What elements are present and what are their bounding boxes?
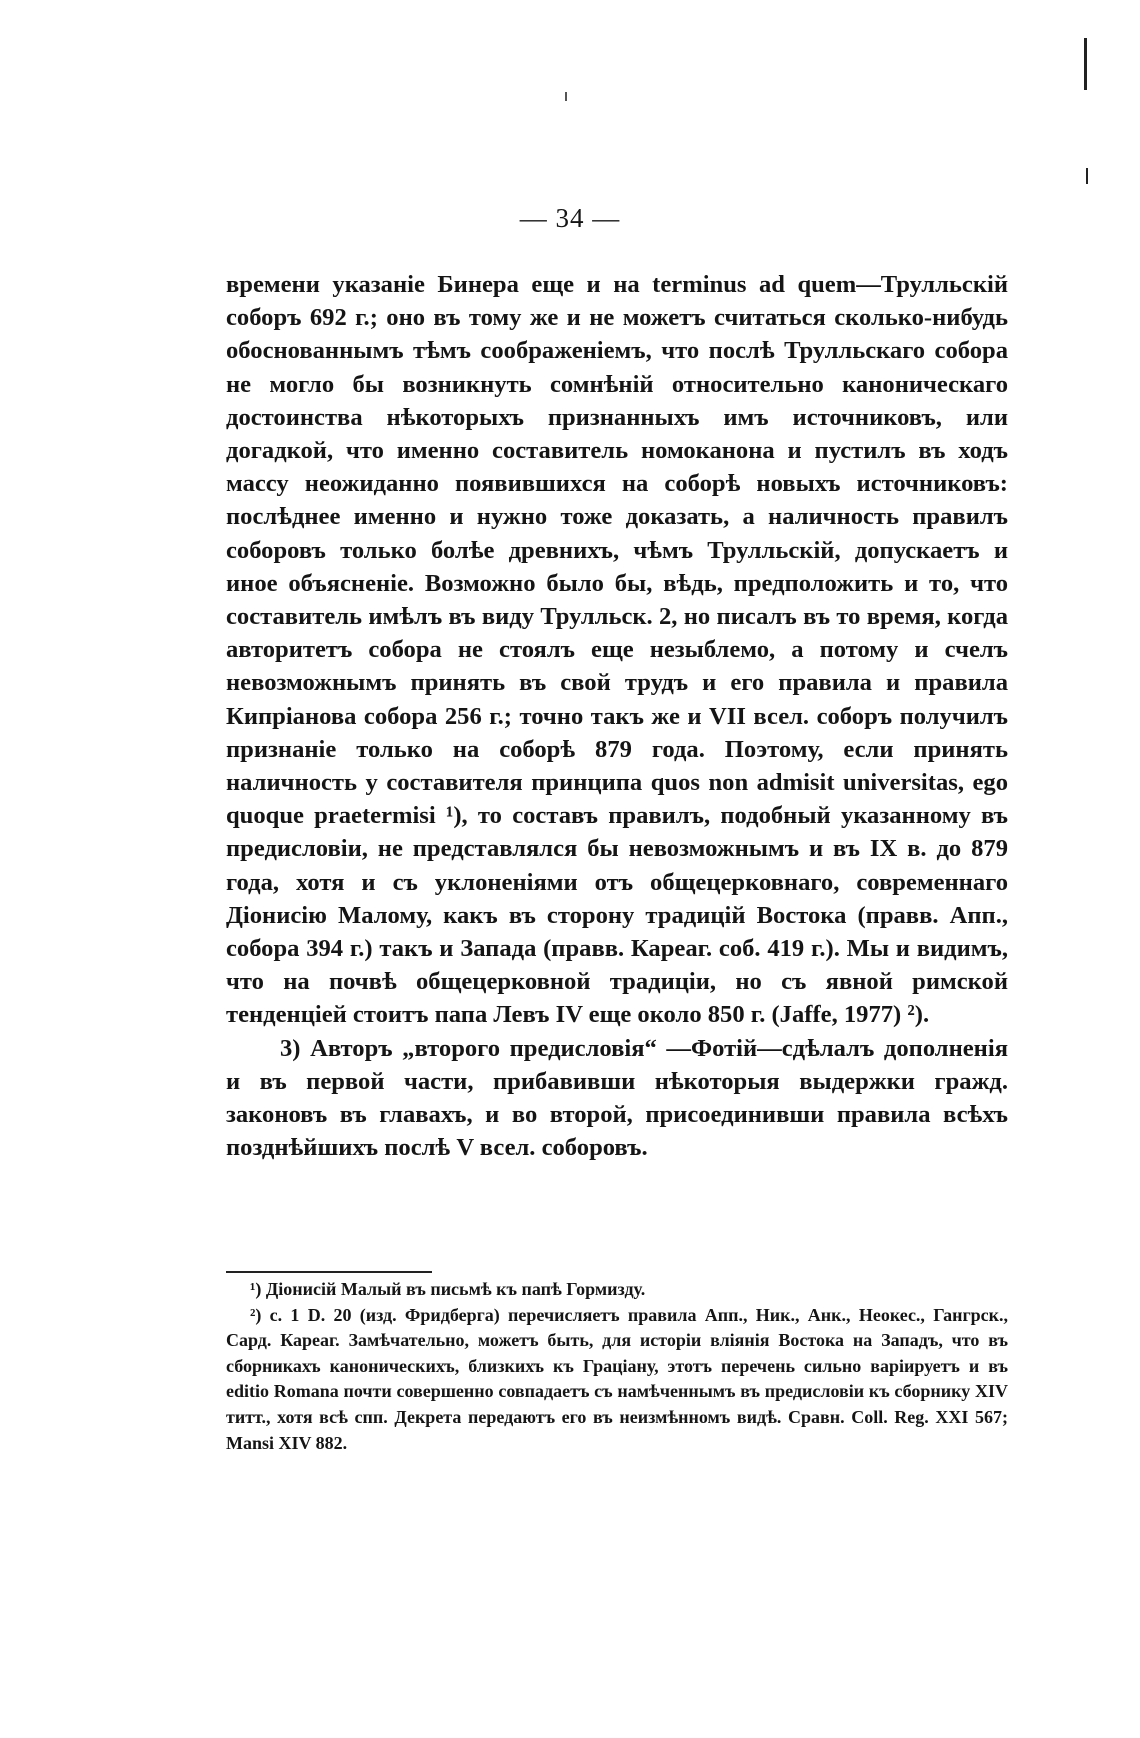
scan-edge-mark <box>1086 168 1088 184</box>
scan-edge-mark <box>1084 38 1087 90</box>
footnotes <box>226 1277 1008 1456</box>
scan-speck <box>565 92 567 101</box>
footnote-divider <box>226 1271 432 1273</box>
paragraph: времени указаніе Бинера еще и на terminus ad quem—Трулльскій соборъ 692 г.; оно въ тому же и не можетъ считаться сколько-нибудь обоснованнымъ тѣмъ соображеніемъ, что послѣ Трулльскаго собора не могло бы возникнуть сомнѣній относительно каноническаго достоинства нѣкоторыхъ признанныхъ имъ источниковъ, или догадкой, что именно составитель номоканона и пустилъ въ ходъ массу неожиданно появившихся на соборѣ новыхъ источниковъ: послѣднее именно и нужно тоже доказать, а наличность правилъ соборовъ только болѣе древнихъ, чѣмъ Трулльскій, допускаетъ и иное объясненіе. Возможно было бы, вѣдь, предположить и то, что составитель имѣлъ въ виду Трулльск. 2, но писалъ въ то время, когда авторитетъ собора не стоялъ еще незыблемо, а потому и счелъ невозможнымъ принять въ свой трудъ и его правила и правила Кипріанова собора 256 г.; точно такъ же и VII всел. соборъ получилъ признаніе только на соборѣ 879 года. Поэтому, если принять наличность у составителя принципа quos non admisit universitas, ego quoque praetermisi ¹), то составъ правилъ, подобный указанному въ предисловіи, не представлялся бы невозможнымъ и въ IX в. до 879 года, хотя и съ уклоненіями отъ общецерковнаго, современнаго Діонисію Малому, какъ въ сторону традицій Востока (правв. Апп., собора 394 г.) такъ и Запада (правв. Кареаг. соб. 419 г.). Мы и видимъ, что на почвѣ общецерковной традиціи, но съ явной римской тенденціей стоитъ папа Левъ IV еще около 850 г. (Jaffe, 1977) ²). <box>226 271 1008 1029</box>
page-number: — 34 — <box>519 203 621 233</box>
main-text <box>226 268 1008 1164</box>
footnote: ¹) Діонисій Малый въ письмѣ къ папѣ Гормизду. <box>250 1279 646 1299</box>
footnote: ²) c. 1 D. 20 (изд. Фридберга) перечисляетъ правила Апп., Ник., Анк., Неокес., Гангрск., Сард. Кареаг. Замѣчательно, можетъ быть, для исторіи вліянія Востока на Западъ, что въ сборникахъ каноническихъ, близкихъ къ Граціану, этотъ перечень сильно варіируетъ и въ editio Romana почти совершенно совпадаетъ съ намѣченнымъ въ предисловіи къ сборнику XIV титт., хотя всѣ спп. Декрета передаютъ его въ неизмѣнномъ видѣ. Сравн. Coll. Reg. XXI 567; Mansi XIV 882. <box>226 1304 1008 1453</box>
paragraph: 3) Авторъ „второго предисловія“ —Фотій—сдѣлалъ дополненія и въ первой части, прибавивши нѣкоторыя выдержки гражд. законовъ въ главахъ, и во второй, присоединивши правила всѣхъ позднѣйшихъ послѣ V всел. соборовъ. <box>226 1034 1008 1162</box>
